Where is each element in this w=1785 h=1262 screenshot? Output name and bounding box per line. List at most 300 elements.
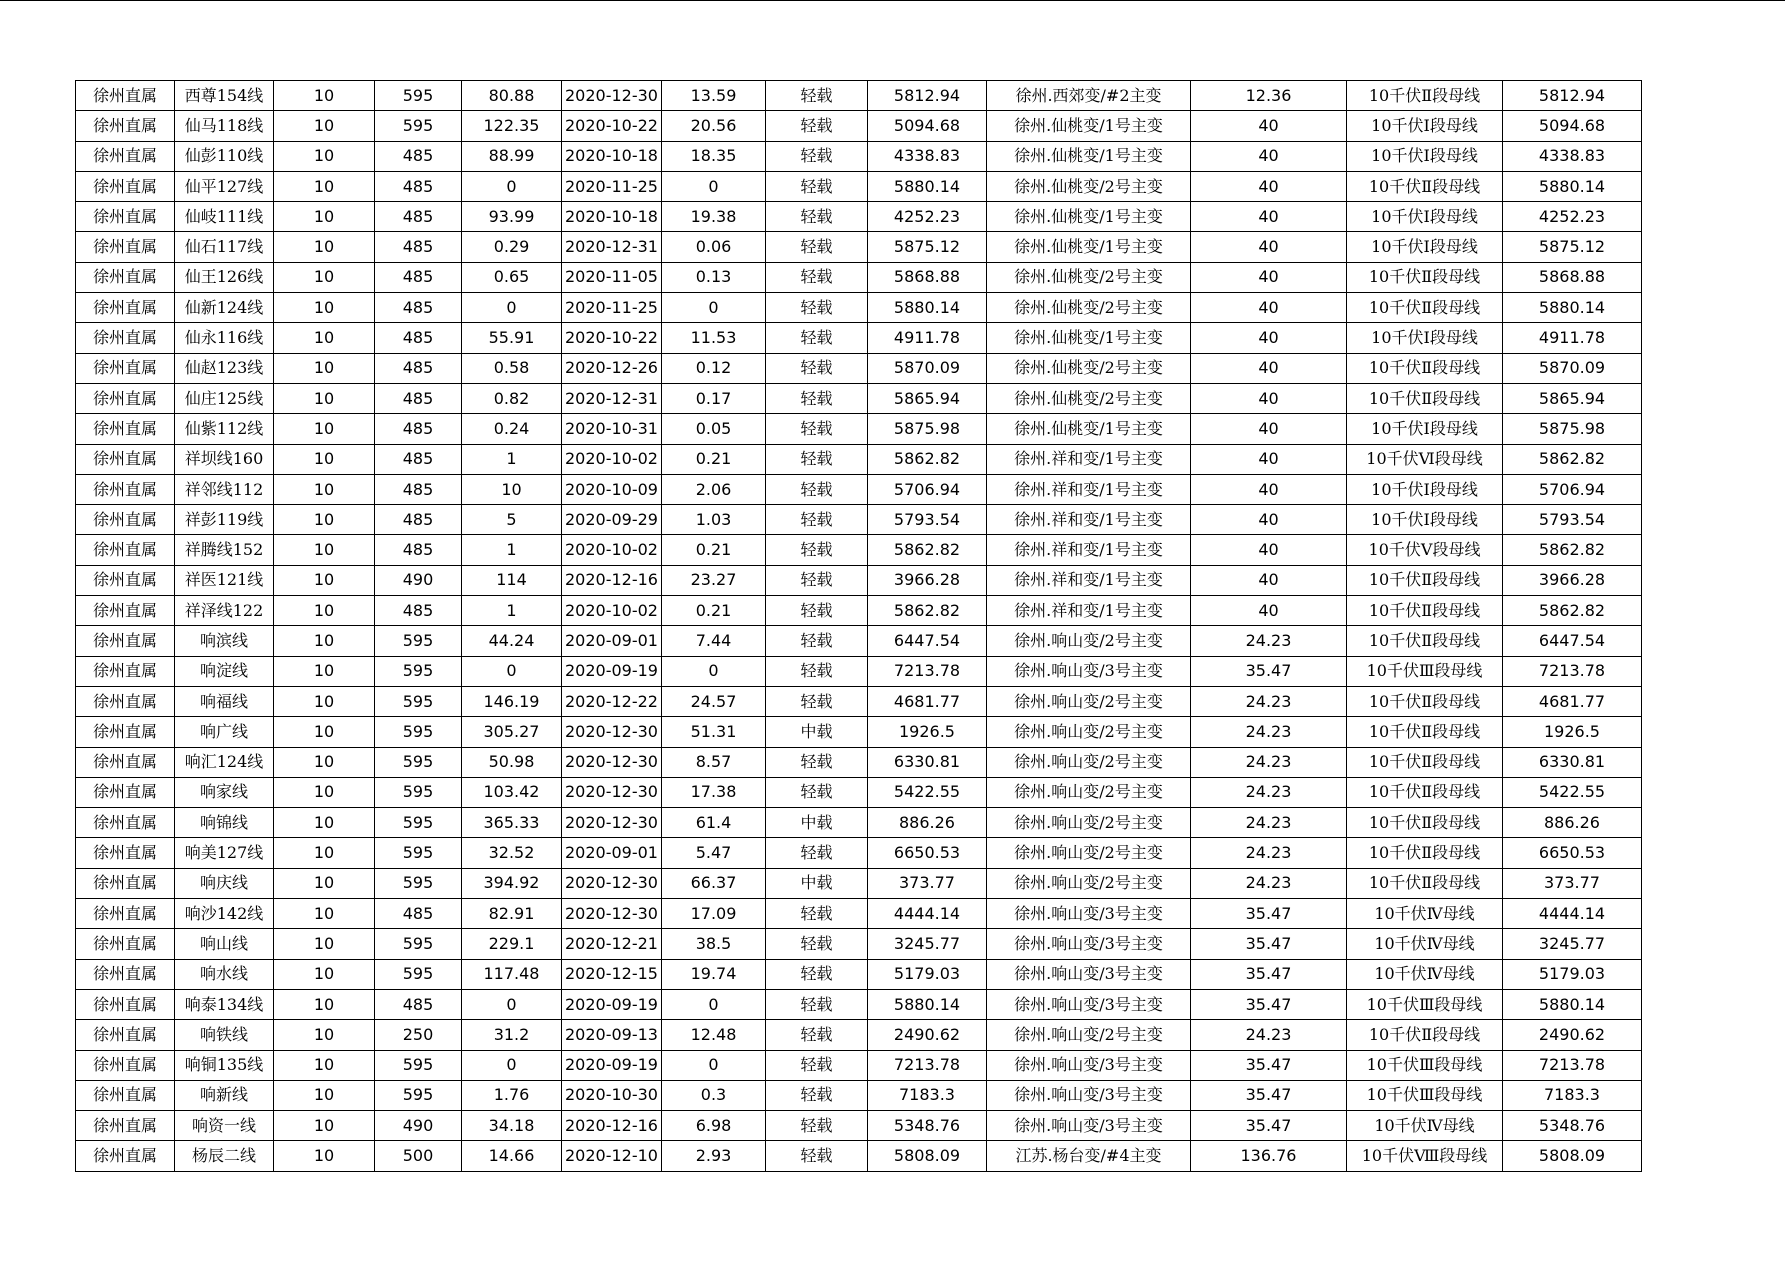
line-name-cell: 响资一线	[175, 1111, 274, 1141]
date-cell: 2020-11-25	[562, 293, 662, 323]
rated-current-cell: 485	[375, 353, 462, 383]
load-status-cell: 轻载	[766, 1050, 868, 1080]
voltage-cell: 10	[274, 959, 375, 989]
spare-capacity-cell: 4252.23	[868, 202, 987, 232]
line-name-cell: 祥腾线152	[175, 535, 274, 565]
spare-capacity-cell: 5862.82	[868, 444, 987, 474]
bus-section-cell: 10千伏Ⅲ段母线	[1347, 1080, 1503, 1110]
load-status-cell: 轻载	[766, 171, 868, 201]
spare-capacity-cell: 5179.03	[868, 959, 987, 989]
transformer-capacity-cell: 35.47	[1191, 1050, 1347, 1080]
load-rate-cell: 1.03	[662, 505, 766, 535]
transformer-capacity-cell: 40	[1191, 535, 1347, 565]
bus-section-cell: 10千伏Ⅲ段母线	[1347, 1050, 1503, 1080]
line-name-cell: 仙庄125线	[175, 383, 274, 413]
voltage-cell: 10	[274, 474, 375, 504]
transformer-capacity-cell: 24.23	[1191, 838, 1347, 868]
voltage-cell: 10	[274, 686, 375, 716]
table-row	[76, 414, 1642, 444]
bus-section-cell: 10千伏Ⅱ段母线	[1347, 565, 1503, 595]
unit-cell: 徐州直属	[76, 747, 175, 777]
available-capacity-cell: 5094.68	[1503, 111, 1642, 141]
voltage-cell: 10	[274, 141, 375, 171]
substation-transformer-cell: 徐州.仙桃变/2号主变	[987, 293, 1191, 323]
spare-capacity-cell: 373.77	[868, 868, 987, 898]
substation-transformer-cell: 徐州.仙桃变/1号主变	[987, 111, 1191, 141]
voltage-cell: 10	[274, 383, 375, 413]
table-row	[76, 474, 1642, 504]
available-capacity-cell: 2490.62	[1503, 1020, 1642, 1050]
spare-capacity-cell: 4681.77	[868, 686, 987, 716]
load-status-cell: 轻载	[766, 1141, 868, 1171]
table-row	[76, 1020, 1642, 1050]
rated-current-cell: 485	[375, 505, 462, 535]
load-rate-cell: 13.59	[662, 81, 766, 111]
bus-section-cell: 10千伏Ⅱ段母线	[1347, 81, 1503, 111]
unit-cell: 徐州直属	[76, 353, 175, 383]
current-value-cell: 0.29	[462, 232, 562, 262]
load-status-cell: 轻载	[766, 989, 868, 1019]
date-cell: 2020-12-21	[562, 929, 662, 959]
substation-transformer-cell: 徐州.响山变/3号主变	[987, 1050, 1191, 1080]
spare-capacity-cell: 5862.82	[868, 535, 987, 565]
substation-transformer-cell: 徐州.仙桃变/1号主变	[987, 141, 1191, 171]
rated-current-cell: 485	[375, 535, 462, 565]
current-value-cell: 32.52	[462, 838, 562, 868]
substation-transformer-cell: 徐州.响山变/3号主变	[987, 1111, 1191, 1141]
load-status-cell: 轻载	[766, 899, 868, 929]
current-value-cell: 93.99	[462, 202, 562, 232]
bus-section-cell: 10千伏Ⅱ段母线	[1347, 747, 1503, 777]
table-row	[76, 202, 1642, 232]
available-capacity-cell: 373.77	[1503, 868, 1642, 898]
spare-capacity-cell: 7213.78	[868, 656, 987, 686]
available-capacity-cell: 5706.94	[1503, 474, 1642, 504]
load-status-cell: 轻载	[766, 1020, 868, 1050]
line-name-cell: 杨辰二线	[175, 1141, 274, 1171]
rated-current-cell: 490	[375, 565, 462, 595]
load-status-cell: 轻载	[766, 686, 868, 716]
load-rate-cell: 2.06	[662, 474, 766, 504]
date-cell: 2020-09-29	[562, 505, 662, 535]
spare-capacity-cell: 5808.09	[868, 1141, 987, 1171]
rated-current-cell: 485	[375, 899, 462, 929]
current-value-cell: 14.66	[462, 1141, 562, 1171]
load-rate-cell: 11.53	[662, 323, 766, 353]
transformer-capacity-cell: 40	[1191, 565, 1347, 595]
spare-capacity-cell: 6447.54	[868, 626, 987, 656]
rated-current-cell: 500	[375, 1141, 462, 1171]
voltage-cell: 10	[274, 171, 375, 201]
substation-transformer-cell: 徐州.响山变/3号主变	[987, 929, 1191, 959]
bus-section-cell: 10千伏Ⅳ母线	[1347, 899, 1503, 929]
date-cell: 2020-09-19	[562, 1050, 662, 1080]
bus-section-cell: 10千伏Ⅳ母线	[1347, 959, 1503, 989]
substation-transformer-cell: 徐州.仙桃变/1号主变	[987, 232, 1191, 262]
voltage-cell: 10	[274, 1141, 375, 1171]
load-rate-cell: 5.47	[662, 838, 766, 868]
unit-cell: 徐州直属	[76, 717, 175, 747]
load-rate-cell: 19.74	[662, 959, 766, 989]
line-name-cell: 响家线	[175, 777, 274, 807]
transformer-capacity-cell: 35.47	[1191, 656, 1347, 686]
substation-transformer-cell: 徐州.仙桃变/2号主变	[987, 353, 1191, 383]
voltage-cell: 10	[274, 747, 375, 777]
load-rate-cell: 38.5	[662, 929, 766, 959]
unit-cell: 徐州直属	[76, 1111, 175, 1141]
substation-transformer-cell: 徐州.响山变/3号主变	[987, 1080, 1191, 1110]
available-capacity-cell: 5880.14	[1503, 171, 1642, 201]
substation-transformer-cell: 徐州.仙桃变/2号主变	[987, 262, 1191, 292]
voltage-cell: 10	[274, 596, 375, 626]
load-status-cell: 中载	[766, 868, 868, 898]
bus-section-cell: 10千伏Ⅱ段母线	[1347, 808, 1503, 838]
current-value-cell: 34.18	[462, 1111, 562, 1141]
load-rate-cell: 17.09	[662, 899, 766, 929]
table-row	[76, 686, 1642, 716]
rated-current-cell: 595	[375, 1080, 462, 1110]
available-capacity-cell: 5422.55	[1503, 777, 1642, 807]
rated-current-cell: 595	[375, 777, 462, 807]
voltage-cell: 10	[274, 565, 375, 595]
table-row	[76, 111, 1642, 141]
table-row	[76, 565, 1642, 595]
table-row	[76, 1050, 1642, 1080]
bus-section-cell: 10千伏Ⅱ段母线	[1347, 686, 1503, 716]
unit-cell: 徐州直属	[76, 202, 175, 232]
substation-transformer-cell: 徐州.祥和变/1号主变	[987, 444, 1191, 474]
available-capacity-cell: 3966.28	[1503, 565, 1642, 595]
feeder-load-table	[75, 80, 1642, 1172]
voltage-cell: 10	[274, 505, 375, 535]
load-status-cell: 轻载	[766, 596, 868, 626]
load-rate-cell: 51.31	[662, 717, 766, 747]
substation-transformer-cell: 徐州.祥和变/1号主变	[987, 535, 1191, 565]
load-rate-cell: 0.3	[662, 1080, 766, 1110]
table-row	[76, 505, 1642, 535]
transformer-capacity-cell: 40	[1191, 596, 1347, 626]
available-capacity-cell: 4681.77	[1503, 686, 1642, 716]
date-cell: 2020-10-02	[562, 444, 662, 474]
line-name-cell: 仙王126线	[175, 262, 274, 292]
unit-cell: 徐州直属	[76, 1080, 175, 1110]
line-name-cell: 仙石117线	[175, 232, 274, 262]
current-value-cell: 0	[462, 171, 562, 201]
unit-cell: 徐州直属	[76, 656, 175, 686]
transformer-capacity-cell: 40	[1191, 383, 1347, 413]
current-value-cell: 0.58	[462, 353, 562, 383]
substation-transformer-cell: 徐州.祥和变/1号主变	[987, 505, 1191, 535]
voltage-cell: 10	[274, 1111, 375, 1141]
substation-transformer-cell: 徐州.仙桃变/2号主变	[987, 171, 1191, 201]
table-row	[76, 596, 1642, 626]
date-cell: 2020-12-30	[562, 81, 662, 111]
load-rate-cell: 0.12	[662, 353, 766, 383]
voltage-cell: 10	[274, 202, 375, 232]
current-value-cell: 229.1	[462, 929, 562, 959]
table-row	[76, 444, 1642, 474]
date-cell: 2020-10-22	[562, 323, 662, 353]
available-capacity-cell: 5348.76	[1503, 1111, 1642, 1141]
date-cell: 2020-09-01	[562, 626, 662, 656]
unit-cell: 徐州直属	[76, 777, 175, 807]
bus-section-cell: 10千伏Ⅱ段母线	[1347, 777, 1503, 807]
voltage-cell: 10	[274, 838, 375, 868]
transformer-capacity-cell: 24.23	[1191, 686, 1347, 716]
date-cell: 2020-10-31	[562, 414, 662, 444]
current-value-cell: 114	[462, 565, 562, 595]
current-value-cell: 0	[462, 656, 562, 686]
unit-cell: 徐州直属	[76, 474, 175, 504]
date-cell: 2020-12-16	[562, 1111, 662, 1141]
date-cell: 2020-12-30	[562, 777, 662, 807]
load-rate-cell: 0	[662, 989, 766, 1019]
spare-capacity-cell: 7213.78	[868, 1050, 987, 1080]
unit-cell: 徐州直属	[76, 1020, 175, 1050]
bus-section-cell: 10千伏Ⅷ段母线	[1347, 1141, 1503, 1171]
available-capacity-cell: 5865.94	[1503, 383, 1642, 413]
load-status-cell: 轻载	[766, 323, 868, 353]
date-cell: 2020-10-22	[562, 111, 662, 141]
unit-cell: 徐州直属	[76, 535, 175, 565]
current-value-cell: 0.65	[462, 262, 562, 292]
line-name-cell: 响汇124线	[175, 747, 274, 777]
load-rate-cell: 6.98	[662, 1111, 766, 1141]
rated-current-cell: 485	[375, 262, 462, 292]
unit-cell: 徐州直属	[76, 868, 175, 898]
table-row	[76, 717, 1642, 747]
available-capacity-cell: 7183.3	[1503, 1080, 1642, 1110]
date-cell: 2020-11-05	[562, 262, 662, 292]
load-rate-cell: 8.57	[662, 747, 766, 777]
date-cell: 2020-09-19	[562, 989, 662, 1019]
available-capacity-cell: 5868.88	[1503, 262, 1642, 292]
unit-cell: 徐州直属	[76, 414, 175, 444]
load-rate-cell: 2.93	[662, 1141, 766, 1171]
load-status-cell: 轻载	[766, 656, 868, 686]
current-value-cell: 82.91	[462, 899, 562, 929]
substation-transformer-cell: 徐州.响山变/3号主变	[987, 656, 1191, 686]
spare-capacity-cell: 3966.28	[868, 565, 987, 595]
available-capacity-cell: 5875.12	[1503, 232, 1642, 262]
rated-current-cell: 595	[375, 111, 462, 141]
spare-capacity-cell: 4338.83	[868, 141, 987, 171]
current-value-cell: 80.88	[462, 81, 562, 111]
line-name-cell: 祥医121线	[175, 565, 274, 595]
available-capacity-cell: 6330.81	[1503, 747, 1642, 777]
transformer-capacity-cell: 40	[1191, 474, 1347, 504]
load-rate-cell: 17.38	[662, 777, 766, 807]
load-rate-cell: 0.21	[662, 444, 766, 474]
transformer-capacity-cell: 40	[1191, 141, 1347, 171]
line-name-cell: 仙彭110线	[175, 141, 274, 171]
current-value-cell: 55.91	[462, 323, 562, 353]
spare-capacity-cell: 5880.14	[868, 171, 987, 201]
available-capacity-cell: 4252.23	[1503, 202, 1642, 232]
voltage-cell: 10	[274, 899, 375, 929]
available-capacity-cell: 5880.14	[1503, 293, 1642, 323]
bus-section-cell: 10千伏Ⅱ段母线	[1347, 868, 1503, 898]
load-status-cell: 轻载	[766, 747, 868, 777]
date-cell: 2020-12-26	[562, 353, 662, 383]
load-rate-cell: 61.4	[662, 808, 766, 838]
substation-transformer-cell: 徐州.响山变/2号主变	[987, 777, 1191, 807]
available-capacity-cell: 5862.82	[1503, 596, 1642, 626]
line-name-cell: 响福线	[175, 686, 274, 716]
substation-transformer-cell: 江苏.杨台变/#4主变	[987, 1141, 1191, 1171]
current-value-cell: 122.35	[462, 111, 562, 141]
line-name-cell: 祥坝线160	[175, 444, 274, 474]
rated-current-cell: 595	[375, 1050, 462, 1080]
load-rate-cell: 0.21	[662, 535, 766, 565]
load-status-cell: 轻载	[766, 111, 868, 141]
date-cell: 2020-12-30	[562, 808, 662, 838]
current-value-cell: 0	[462, 293, 562, 323]
line-name-cell: 响山线	[175, 929, 274, 959]
unit-cell: 徐州直属	[76, 505, 175, 535]
date-cell: 2020-11-25	[562, 171, 662, 201]
bus-section-cell: 10千伏Ⅱ段母线	[1347, 626, 1503, 656]
current-value-cell: 0.24	[462, 414, 562, 444]
spare-capacity-cell: 5812.94	[868, 81, 987, 111]
date-cell: 2020-10-18	[562, 141, 662, 171]
unit-cell: 徐州直属	[76, 383, 175, 413]
substation-transformer-cell: 徐州.响山变/3号主变	[987, 989, 1191, 1019]
unit-cell: 徐州直属	[76, 626, 175, 656]
bus-section-cell: 10千伏Ⅱ段母线	[1347, 383, 1503, 413]
load-status-cell: 中载	[766, 717, 868, 747]
date-cell: 2020-12-30	[562, 899, 662, 929]
available-capacity-cell: 5862.82	[1503, 444, 1642, 474]
spare-capacity-cell: 5348.76	[868, 1111, 987, 1141]
substation-transformer-cell: 徐州.响山变/2号主变	[987, 868, 1191, 898]
voltage-cell: 10	[274, 626, 375, 656]
available-capacity-cell: 4338.83	[1503, 141, 1642, 171]
table-row	[76, 323, 1642, 353]
spare-capacity-cell: 5880.14	[868, 989, 987, 1019]
date-cell: 2020-10-02	[562, 596, 662, 626]
unit-cell: 徐州直属	[76, 686, 175, 716]
current-value-cell: 1	[462, 444, 562, 474]
current-value-cell: 1	[462, 596, 562, 626]
transformer-capacity-cell: 24.23	[1191, 626, 1347, 656]
current-value-cell: 305.27	[462, 717, 562, 747]
load-status-cell: 轻载	[766, 474, 868, 504]
bus-section-cell: 10千伏Ⅱ段母线	[1347, 1020, 1503, 1050]
date-cell: 2020-12-30	[562, 868, 662, 898]
rated-current-cell: 485	[375, 383, 462, 413]
date-cell: 2020-12-16	[562, 565, 662, 595]
line-name-cell: 响滨线	[175, 626, 274, 656]
load-status-cell: 轻载	[766, 202, 868, 232]
load-status-cell: 轻载	[766, 262, 868, 292]
table-row	[76, 899, 1642, 929]
rated-current-cell: 595	[375, 959, 462, 989]
table-row	[76, 838, 1642, 868]
line-name-cell: 仙岐111线	[175, 202, 274, 232]
load-rate-cell: 66.37	[662, 868, 766, 898]
available-capacity-cell: 5875.98	[1503, 414, 1642, 444]
load-status-cell: 轻载	[766, 535, 868, 565]
spare-capacity-cell: 5875.98	[868, 414, 987, 444]
unit-cell: 徐州直属	[76, 808, 175, 838]
load-rate-cell: 7.44	[662, 626, 766, 656]
load-status-cell: 轻载	[766, 1111, 868, 1141]
rated-current-cell: 250	[375, 1020, 462, 1050]
bus-section-cell: 10千伏Ⅰ段母线	[1347, 141, 1503, 171]
bus-section-cell: 10千伏Ⅴ段母线	[1347, 535, 1503, 565]
line-name-cell: 祥邻线112	[175, 474, 274, 504]
voltage-cell: 10	[274, 989, 375, 1019]
available-capacity-cell: 4911.78	[1503, 323, 1642, 353]
spare-capacity-cell: 5868.88	[868, 262, 987, 292]
rated-current-cell: 595	[375, 808, 462, 838]
bus-section-cell: 10千伏Ⅰ段母线	[1347, 202, 1503, 232]
load-rate-cell: 0.06	[662, 232, 766, 262]
line-name-cell: 响美127线	[175, 838, 274, 868]
unit-cell: 徐州直属	[76, 989, 175, 1019]
available-capacity-cell: 5870.09	[1503, 353, 1642, 383]
unit-cell: 徐州直属	[76, 1141, 175, 1171]
bus-section-cell: 10千伏Ⅱ段母线	[1347, 262, 1503, 292]
rated-current-cell: 485	[375, 414, 462, 444]
voltage-cell: 10	[274, 777, 375, 807]
load-rate-cell: 24.57	[662, 686, 766, 716]
load-status-cell: 轻载	[766, 959, 868, 989]
unit-cell: 徐州直属	[76, 899, 175, 929]
load-rate-cell: 18.35	[662, 141, 766, 171]
available-capacity-cell: 5812.94	[1503, 81, 1642, 111]
date-cell: 2020-12-31	[562, 383, 662, 413]
line-name-cell: 响新线	[175, 1080, 274, 1110]
load-status-cell: 轻载	[766, 81, 868, 111]
bus-section-cell: 10千伏Ⅳ母线	[1347, 929, 1503, 959]
line-name-cell: 西尊154线	[175, 81, 274, 111]
load-status-cell: 轻载	[766, 414, 868, 444]
date-cell: 2020-09-13	[562, 1020, 662, 1050]
line-name-cell: 响庆线	[175, 868, 274, 898]
spare-capacity-cell: 3245.77	[868, 929, 987, 959]
rated-current-cell: 595	[375, 656, 462, 686]
load-rate-cell: 0	[662, 1050, 766, 1080]
transformer-capacity-cell: 24.23	[1191, 777, 1347, 807]
load-status-cell: 轻载	[766, 777, 868, 807]
load-status-cell: 轻载	[766, 565, 868, 595]
line-name-cell: 仙新124线	[175, 293, 274, 323]
rated-current-cell: 485	[375, 474, 462, 504]
rated-current-cell: 595	[375, 717, 462, 747]
substation-transformer-cell: 徐州.响山变/2号主变	[987, 747, 1191, 777]
available-capacity-cell: 5179.03	[1503, 959, 1642, 989]
transformer-capacity-cell: 24.23	[1191, 1020, 1347, 1050]
date-cell: 2020-12-15	[562, 959, 662, 989]
transformer-capacity-cell: 24.23	[1191, 808, 1347, 838]
available-capacity-cell: 5880.14	[1503, 989, 1642, 1019]
unit-cell: 徐州直属	[76, 565, 175, 595]
current-value-cell: 394.92	[462, 868, 562, 898]
spare-capacity-cell: 6650.53	[868, 838, 987, 868]
substation-transformer-cell: 徐州.祥和变/1号主变	[987, 565, 1191, 595]
current-value-cell: 0.82	[462, 383, 562, 413]
unit-cell: 徐州直属	[76, 171, 175, 201]
spare-capacity-cell: 5706.94	[868, 474, 987, 504]
date-cell: 2020-12-30	[562, 717, 662, 747]
voltage-cell: 10	[274, 323, 375, 353]
load-rate-cell: 12.48	[662, 1020, 766, 1050]
bus-section-cell: 10千伏Ⅳ母线	[1347, 1111, 1503, 1141]
spare-capacity-cell: 1926.5	[868, 717, 987, 747]
current-value-cell: 1	[462, 535, 562, 565]
